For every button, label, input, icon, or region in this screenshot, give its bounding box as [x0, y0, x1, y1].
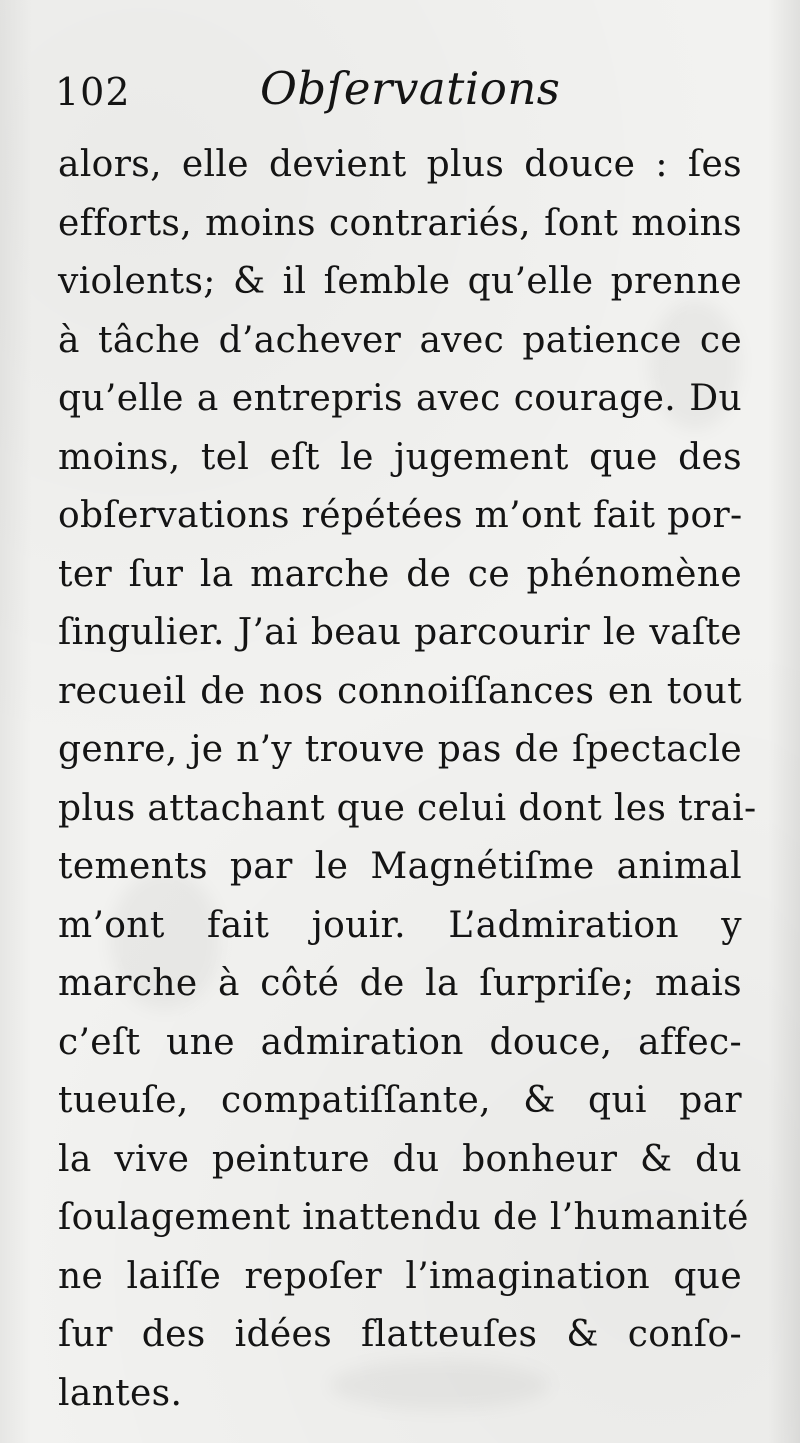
text-line: tueuſe, compatiſſante, & qui par [58, 1080, 742, 1121]
body-text [58, 136, 757, 1423]
text-line: c’eſt une admiration douce, affec- [58, 1021, 742, 1063]
text-line: genre, je n’y trouve pas de ſpectacle [58, 729, 742, 770]
text-line: obſervations répétées m’ont fait por- [58, 495, 743, 536]
text-line: à tâche d’achever avec patience ce [58, 319, 742, 361]
text-line: ter ſur la marche de ce phénomène [58, 553, 742, 595]
text-line: moins, tel eſt le jugement que des [58, 436, 742, 478]
text-line: tements par le Magnétiſme animal [58, 846, 742, 887]
text-line: plus attachant que celui dont les trai- [58, 787, 757, 829]
text-line: ne laiſſe repoſer l’imagination que [58, 1255, 742, 1297]
text-line: la vive peinture du bonheur & du [58, 1138, 742, 1180]
text-line: ſoulagement inattendu de l’humanité [58, 1197, 749, 1238]
running-title: Obſervations [260, 62, 561, 115]
text-line: recueil de nos connoiſſances en tout [58, 670, 742, 712]
text-line: efforts, moins contrariés, ſont moins [58, 202, 742, 244]
text-line: ſingulier. J’ai beau parcourir le vaſte [58, 612, 742, 653]
text-line: violents; & il ſemble qu’elle prenne [58, 261, 742, 302]
text-line: marche à côté de la ſurpriſe; mais [58, 963, 742, 1004]
text-line: m’ont fait jouir. L’admiration y [58, 904, 742, 946]
page-header [55, 58, 745, 124]
page-number: 102 [55, 70, 131, 114]
text-line: alors, elle devient plus douce : ſes [58, 144, 742, 185]
text-line: lantes. [58, 1372, 183, 1414]
text-line: ſur des idées flatteuſes & conſo- [58, 1314, 742, 1355]
text-line: qu’elle a entrepris avec courage. Du [58, 378, 742, 419]
